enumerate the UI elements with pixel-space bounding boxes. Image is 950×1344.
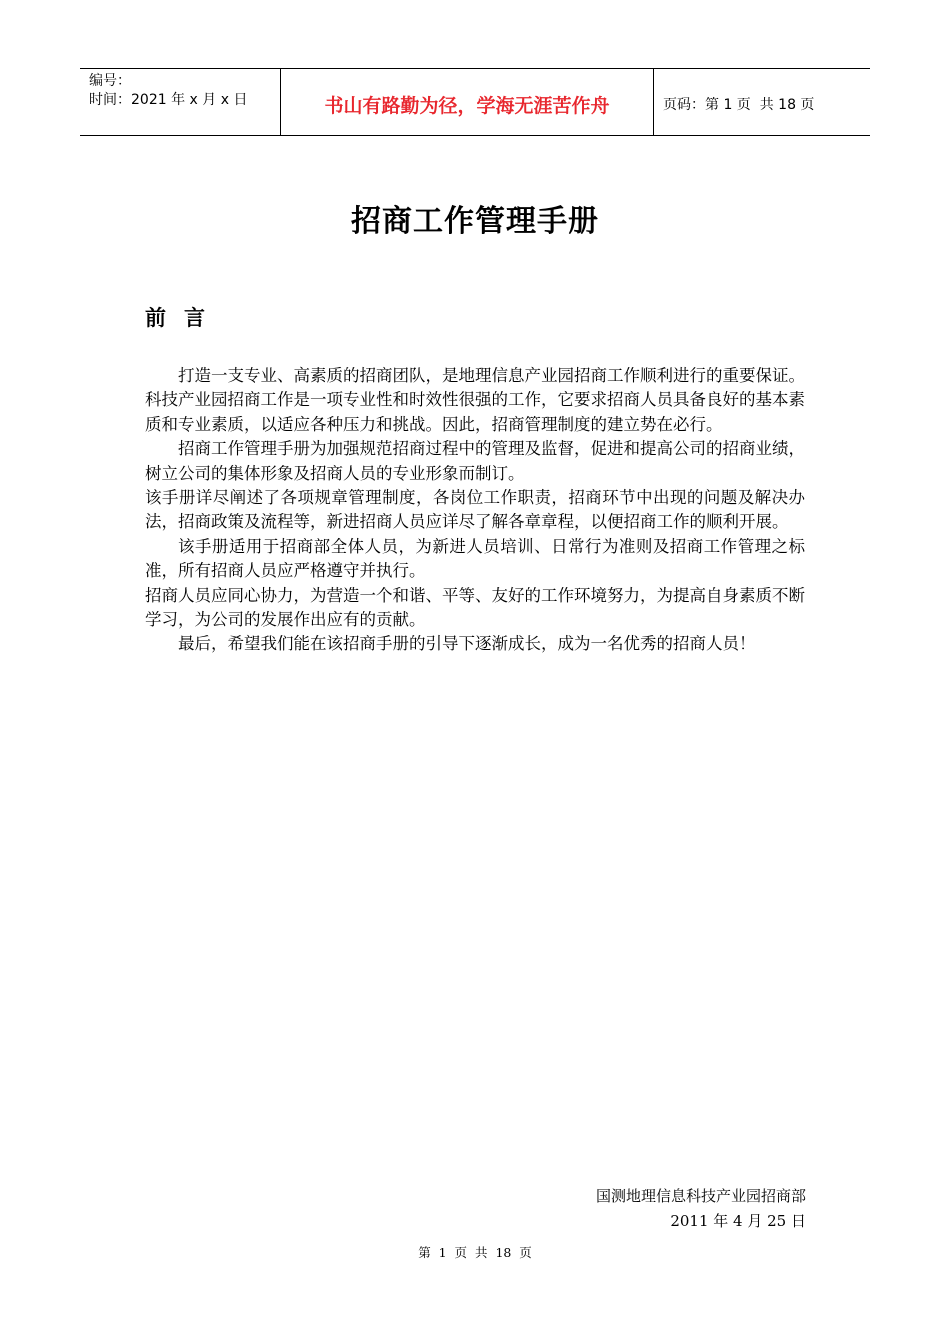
paragraph-2: 招商工作管理手册为加强规范招商过程中的管理及监督，促进和提高公司的招商业绩，树立公司的集体形象及招商人员的专业形象而制订。 xyxy=(145,439,805,483)
paragraph-3: 该手册详尽阐述了各项规章管理制度，各岗位工作职责，招商环节中出现的问题及解决办法，招商政策及流程等，新进招商人员应详尽了解各章章程，以便招商工作的顺利开展。 xyxy=(145,488,805,532)
signature-block xyxy=(596,1184,806,1234)
header-motto: 书山有路勤为径，学海无涯苦作舟 xyxy=(324,94,610,117)
doc-time-label: 时间：2021 年 x 月 x 日 xyxy=(89,92,248,108)
paragraph-1: 打造一支专业、高素质的招商团队，是地理信息产业园招商工作顺利进行的重要保证。科技产业园招商工作是一项专业性和时效性很强的工作，它要求招商人员具备良好的基本素质和专业素质，以适应各种压力和挑战。因此，招商管理制度的建立势在必行。 xyxy=(145,366,805,434)
body-text xyxy=(145,364,805,657)
paragraph-6: 最后，希望我们能在该招商手册的引导下逐渐成长，成为一名优秀的招商人员！ xyxy=(178,634,756,654)
header-meta-cell xyxy=(80,69,281,135)
header-page-info: 页码：第 1 页 共 18 页 xyxy=(663,97,815,113)
footer-page-number: 第 1 页 共 18 页 xyxy=(418,1245,532,1260)
header-table xyxy=(80,68,870,136)
doc-number-label: 编号： xyxy=(89,73,131,89)
paragraph-5: 招商人员应同心协力，为营造一个和谐、平等、友好的工作环境努力，为提高自身素质不断学习，为公司的发展作出应有的贡献。 xyxy=(145,585,805,630)
header-page-cell xyxy=(654,69,870,135)
signature-date: 2011 年 4 月 25 日 xyxy=(670,1212,806,1230)
document-title: 招商工作管理手册 xyxy=(351,204,599,239)
paragraph-4: 该手册适用于招商部全体人员，为新进人员培训、日常行为准则及招商工作管理之标准，所有招商人员应严格遵守并执行。 xyxy=(145,536,805,581)
header-motto-cell xyxy=(281,69,654,135)
section-heading: 前言 xyxy=(145,305,223,330)
signature-org: 国测地理信息科技产业园招商部 xyxy=(595,1187,806,1205)
